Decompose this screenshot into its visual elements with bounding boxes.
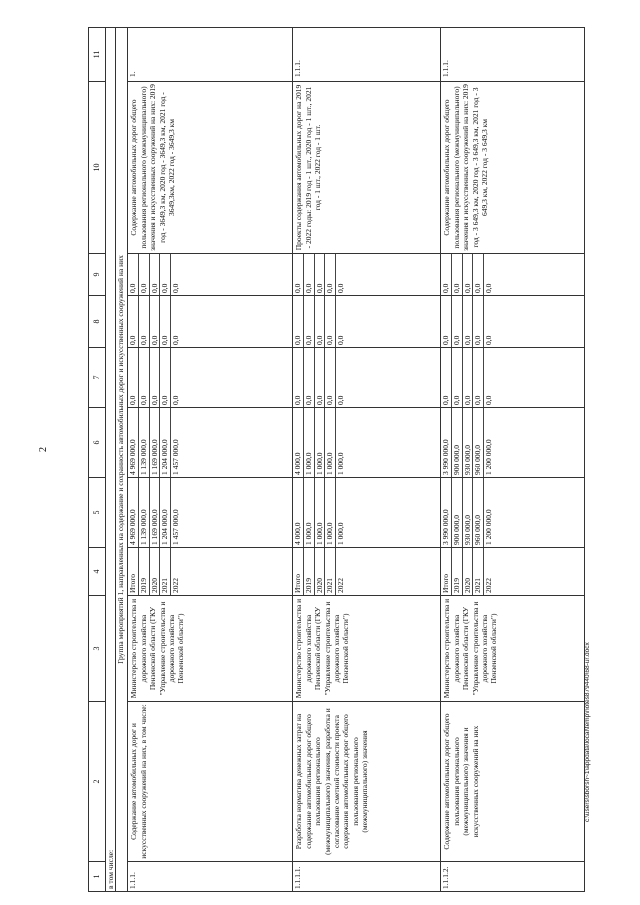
column-8-cell [441, 296, 585, 348]
regional-budget-cell [128, 408, 293, 478]
value: 0,0 [483, 335, 493, 345]
page-number: 2 [38, 447, 49, 452]
value: 4 000,0 [293, 408, 304, 477]
value: 3 990 000,0 [441, 408, 452, 477]
year-label: Итого [441, 548, 452, 595]
executor: Министерство строительства и дорожного хозяйства Пензенской области (ГКУ "Управление строительства и дорожного хозяйства Пензенской области") [128, 596, 293, 702]
regional-budget-cell [441, 408, 585, 478]
header-cell: 4 [89, 548, 106, 596]
column-9-cell [293, 254, 441, 296]
header-cell: 7 [89, 348, 106, 408]
value: 1 000,0 [335, 522, 345, 545]
header-cell: 11 [89, 28, 106, 82]
activity-name: Содержание автомобильных дорог и искусственных сооружений на них, в том числе: [128, 702, 293, 862]
value: 0,0 [335, 335, 345, 345]
header-cell: 6 [89, 408, 106, 478]
header-cell: 2 [89, 702, 106, 862]
header-cell: 1 [89, 862, 106, 892]
executor: Министерство строительства и дорожного хозяйства Пензенской области (ГКУ "Управление строительства и дорожного хозяйства Пензенской области") [441, 596, 585, 702]
file-path-footer: c:\users\sborsh~1\appdata\local\temp\notes879440\68-ur.docx [584, 642, 591, 822]
value: 1 000,0 [304, 478, 315, 547]
executor: Министерство строительства и дорожного хозяйства Пензенской области (ГКУ "Управление строительства и дорожного хозяйства Пензенской области") [293, 596, 441, 702]
year-label: 2022 [335, 578, 345, 593]
year-label: Итого [128, 548, 139, 595]
value: 1 139 000,0 [139, 478, 150, 547]
value: 0,0 [293, 254, 304, 295]
value: 1 000,0 [335, 452, 345, 475]
value: 1 000,0 [315, 478, 326, 547]
total-funding-cell [128, 478, 293, 548]
header-cell: 9 [89, 254, 106, 296]
year-label: 2021 [325, 548, 336, 595]
value: 1 139 000,0 [139, 408, 150, 477]
value: 1 200 000,0 [483, 439, 493, 475]
value: 0,0 [150, 348, 161, 407]
value: 1 457 000,0 [170, 439, 180, 475]
header-cell: 10 [89, 82, 106, 254]
years-cell [441, 548, 585, 596]
activity-name: Содержание автомобильных дорог общего пользования регионального (межмуниципального) значения и искусственных сооружений на них [441, 702, 585, 862]
year-label: 2019 [452, 548, 463, 595]
column-9-cell [128, 254, 293, 296]
value: 0,0 [473, 348, 484, 407]
value: 0,0 [128, 296, 139, 347]
value: 0,0 [473, 296, 484, 347]
table-row [128, 28, 293, 892]
value: 3 990 000,0 [441, 478, 452, 547]
header-row [89, 28, 106, 892]
value: 0,0 [452, 296, 463, 347]
value: 1 000,0 [304, 408, 315, 477]
value: 0,0 [483, 395, 493, 405]
years-cell [128, 548, 293, 596]
group-row [116, 28, 128, 892]
row-number: 1.1.1.1. [293, 862, 441, 892]
value: 0,0 [293, 296, 304, 347]
column-7-cell [128, 348, 293, 408]
table-row [441, 28, 585, 892]
year-label: 2021 [160, 548, 171, 595]
value: 0,0 [139, 348, 150, 407]
column-7-cell [441, 348, 585, 408]
value: 0,0 [170, 283, 180, 293]
activity-name: Разработка норматива денежных затрат на содержание автомобильных дорог общего пользования регионального (межмуниципального) значения, разработка и согласование сметной стоимости проекта содержания автомобильных дорог общего пользования регионального (межмуниципального) значения [293, 702, 441, 862]
goal-reference: 1.1.1. [293, 28, 441, 82]
goal-reference: 1. [128, 28, 293, 82]
row-number: 1.1.1.2. [441, 862, 585, 892]
year-label: 2020 [463, 548, 474, 595]
value: 0,0 [335, 283, 345, 293]
total-funding-cell [441, 478, 585, 548]
value: 960 000,0 [473, 408, 484, 477]
value: 1 169 000,0 [150, 408, 161, 477]
column-7-cell [293, 348, 441, 408]
year-label: Итого [293, 548, 304, 595]
intro-row [106, 28, 116, 892]
value: 0,0 [335, 395, 345, 405]
value: 0,0 [441, 296, 452, 347]
column-8-cell [128, 296, 293, 348]
program-table-frame [88, 28, 584, 892]
value: 1 204 000,0 [160, 408, 171, 477]
year-label: 2019 [304, 548, 315, 595]
value: 930 000,0 [463, 478, 474, 547]
value: 0,0 [150, 254, 161, 295]
value: 0,0 [483, 283, 493, 293]
value: 0,0 [293, 348, 304, 407]
value: 0,0 [315, 254, 326, 295]
table-row [293, 28, 441, 892]
value: 900 000,0 [452, 478, 463, 547]
value: 4 969 000,0 [128, 478, 139, 547]
value: 1 204 000,0 [160, 478, 171, 547]
value: 1 169 000,0 [150, 478, 161, 547]
result-indicator: Содержание автомобильных дорог общего пользования регионального (межмуниципального) значения и искусственных сооружений на них: 2019 год - 3649,3 км, 2020 год - 3649,3 км, 2021 год - 3649,3км, 2022 год - 3649,3 км [128, 82, 293, 254]
value: 4 000,0 [293, 478, 304, 547]
value: 0,0 [128, 348, 139, 407]
value: 1 000,0 [325, 408, 336, 477]
value: 0,0 [170, 335, 180, 345]
header-cell: 5 [89, 478, 106, 548]
value: 4 969 000,0 [128, 408, 139, 477]
value: 1 457 000,0 [170, 509, 180, 545]
value: 960 000,0 [473, 478, 484, 547]
value: 0,0 [463, 254, 474, 295]
value: 0,0 [139, 296, 150, 347]
value: 0,0 [463, 296, 474, 347]
value: 0,0 [170, 395, 180, 405]
value: 0,0 [315, 348, 326, 407]
value: 0,0 [304, 296, 315, 347]
program-table [88, 27, 585, 892]
result-indicator: Содержание автомобильных дорог общего пользования регионального (межмуниципального) значения и искусственных сооружений на них: 2019 год - 3 649,3 км, 2020 год - 3 649,3 км, 2021 год - 3 649,3 км, 2022 год - 3 649,3 км [441, 82, 585, 254]
goal-reference: 1.1.1. [441, 28, 585, 82]
value: 0,0 [452, 254, 463, 295]
year-label: 2020 [150, 548, 161, 595]
intro-text: в том числе: [106, 28, 116, 892]
regional-budget-cell [293, 408, 441, 478]
value: 0,0 [304, 254, 315, 295]
header-cell: 3 [89, 596, 106, 702]
value: 0,0 [128, 254, 139, 295]
value: 0,0 [139, 254, 150, 295]
result-indicator: Проекты содержания автомобильных дорог на 2019 - 2022 годы: 2019 год - 1 шт., 2020 год - 1 шт., 2021 год - 1 шт., 2022 год - 1 шт. [293, 82, 441, 254]
value: 0,0 [160, 254, 171, 295]
year-label: 2022 [483, 578, 493, 593]
value: 0,0 [304, 348, 315, 407]
value: 0,0 [463, 348, 474, 407]
row-number: 1.1.1. [128, 862, 293, 892]
year-label: 2020 [315, 548, 326, 595]
value: 0,0 [452, 348, 463, 407]
value: 0,0 [473, 254, 484, 295]
value: 0,0 [160, 348, 171, 407]
value: 1 000,0 [325, 478, 336, 547]
group-title: Группа мероприятий 1, направленных на содержание и сохранность автомобильных дорог и искусственных сооружений на них [116, 28, 128, 892]
value: 930 000,0 [463, 408, 474, 477]
year-label: 2022 [170, 578, 180, 593]
value: 0,0 [325, 254, 336, 295]
value: 1 200 000,0 [483, 509, 493, 545]
value: 0,0 [160, 296, 171, 347]
year-label: 2021 [473, 548, 484, 595]
value: 0,0 [441, 254, 452, 295]
value: 0,0 [315, 296, 326, 347]
years-cell [293, 548, 441, 596]
value: 900 000,0 [452, 408, 463, 477]
value: 1 000,0 [315, 408, 326, 477]
year-label: 2019 [139, 548, 150, 595]
value: 0,0 [325, 348, 336, 407]
header-cell: 8 [89, 296, 106, 348]
total-funding-cell [293, 478, 441, 548]
value: 0,0 [441, 348, 452, 407]
column-9-cell [441, 254, 585, 296]
value: 0,0 [150, 296, 161, 347]
column-8-cell [293, 296, 441, 348]
value: 0,0 [325, 296, 336, 347]
